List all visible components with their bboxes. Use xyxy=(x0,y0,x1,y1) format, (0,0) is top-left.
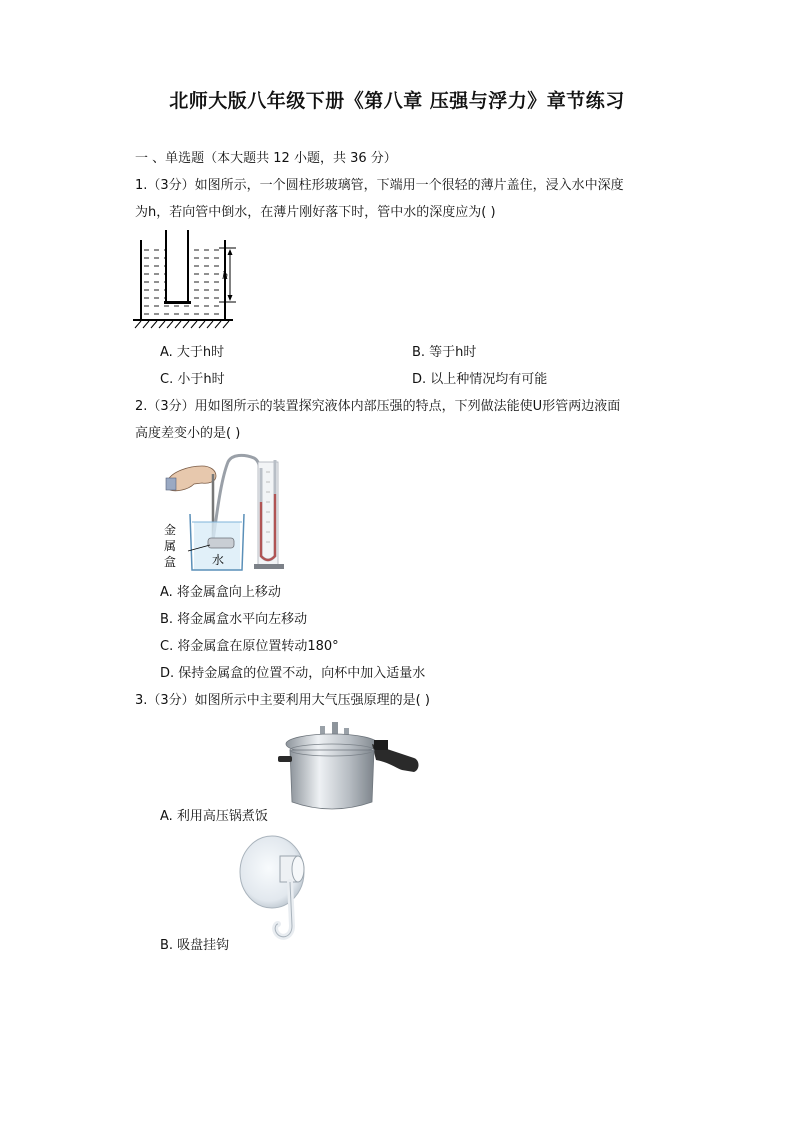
question-1-figure xyxy=(133,230,238,330)
question-3-option-b[interactable]: B. 吸盘挂钩 xyxy=(160,938,230,953)
question-2-option-d[interactable]: D. 保持金属盒的位置不动，向杯中加入适量水 xyxy=(160,666,426,681)
question-3-option-a[interactable]: A. 利用高压锅煮饭 xyxy=(160,809,268,824)
manometer-base xyxy=(254,564,284,569)
suction-hook-image xyxy=(236,834,310,946)
cooker-body xyxy=(290,750,374,809)
tube-interior xyxy=(166,232,188,302)
question-2-option-a[interactable]: A. 将金属盒向上移动 xyxy=(160,585,281,600)
label-jin: 金 xyxy=(164,523,177,537)
depth-label: h xyxy=(222,271,229,282)
question-1-option-c[interactable]: C. 小于h时 xyxy=(160,372,225,387)
sleeve xyxy=(166,478,176,490)
pressure-cooker-image xyxy=(276,718,422,818)
question-3-line-1: 3.（3分）如图所示中主要利用大气压强原理的是( ) xyxy=(135,693,430,708)
section-heading: 一 、单选题（本大题共 12 小题，共 36 分） xyxy=(135,151,397,166)
label-water: 水 xyxy=(212,553,225,567)
thin-plate xyxy=(164,301,191,304)
question-2-line-1: 2.（3分）用如图所示的装置探究液体内部压强的特点，下列做法能使U形管两边液面 xyxy=(135,399,621,414)
question-1-option-d[interactable]: D. 以上种情况均有可能 xyxy=(412,372,548,387)
question-1-option-b[interactable]: B. 等于h时 xyxy=(412,345,477,360)
cooker-side-handle xyxy=(278,756,292,762)
label-shu: 属 xyxy=(164,539,177,553)
question-1-line-2: 为h，若向管中倒水，在薄片刚好落下时，管中水的深度应为( ) xyxy=(135,205,496,220)
page-title: 北师大版八年级下册《第八章 压强与浮力》章节练习 xyxy=(169,90,625,112)
label-he: 盒 xyxy=(164,555,177,569)
metal-box xyxy=(208,538,234,548)
ground-hatching xyxy=(135,321,229,328)
question-2-option-b[interactable]: B. 将金属盒水平向左移动 xyxy=(160,612,308,627)
question-2-line-2: 高度差变小的是( ) xyxy=(135,426,241,441)
question-1-line-1: 1.（3分）如图所示，一个圆柱形玻璃管，下端用一个很轻的薄片盖住，浸入水中深度 xyxy=(135,178,624,193)
question-2-figure xyxy=(158,452,293,574)
question-2-option-c[interactable]: C. 将金属盒在原位置转动180° xyxy=(160,639,339,654)
question-1-option-a[interactable]: A. 大于h时 xyxy=(160,345,225,360)
